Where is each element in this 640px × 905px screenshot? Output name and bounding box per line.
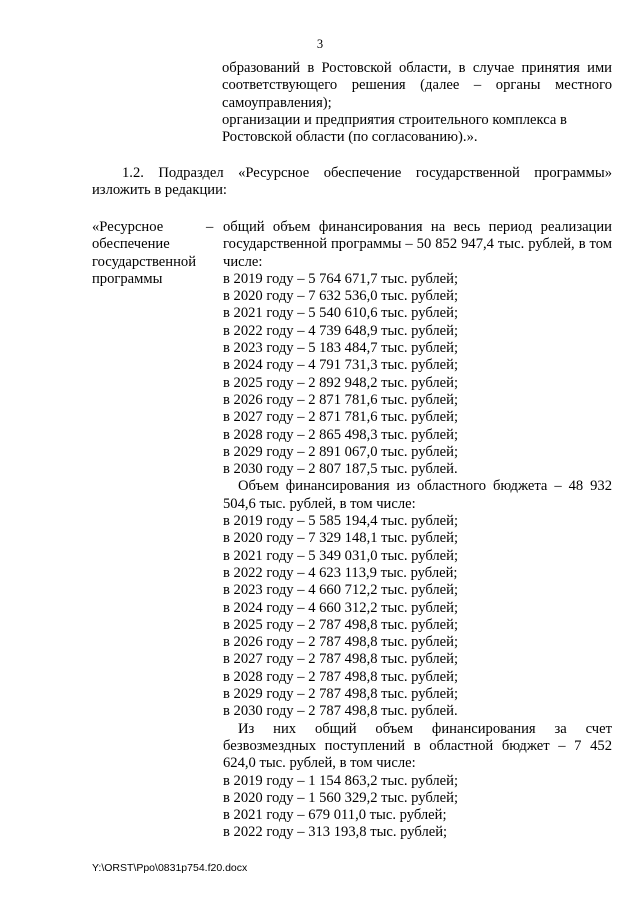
- resource-label: «Ресурсное обеспечение государственной программы: [92, 219, 197, 287]
- label-dash: –: [206, 219, 214, 235]
- year-line: в 2029 году – 2 787 498,8 тыс. рублей;: [223, 686, 459, 703]
- year-line: в 2029 году – 2 891 067,0 тыс. рублей;: [223, 443, 459, 460]
- year-line: в 2023 году – 4 660 712,2 тыс. рублей;: [223, 582, 459, 599]
- year-line: в 2027 году – 2 787 498,8 тыс. рублей;: [223, 651, 459, 668]
- year-line: в 2021 году – 679 011,0 тыс. рублей;: [223, 807, 447, 824]
- grants-year-list: [223, 773, 612, 842]
- year-line: в 2026 году – 2 871 781,6 тыс. рублей;: [223, 391, 459, 408]
- section-intro-text: 1.2. Подраздел «Ресурсное обеспечение государственной программы» изложить в редакции:: [92, 165, 612, 199]
- resource-details: [223, 219, 612, 842]
- regional-summary: Объем финансирования из областного бюджета – 48 932 504,6 тыс. рублей, в том числе:: [223, 478, 612, 512]
- file-path-footer: Y:\ORST\Ppo\0831p754.f20.docx: [92, 862, 248, 874]
- section-heading: [92, 165, 612, 200]
- intro-paragraph: организации и предприятия строительного комплекса в Ростовской области (по согласованию).».: [222, 111, 567, 146]
- page-number: 3: [316, 37, 324, 51]
- year-line: в 2019 году – 1 154 863,2 тыс. рублей;: [223, 772, 459, 789]
- year-line: в 2025 году – 2 892 948,2 тыс. рублей;: [223, 374, 459, 391]
- year-line: в 2020 году – 1 560 329,2 тыс. рублей;: [223, 789, 459, 806]
- year-line: в 2020 году – 7 632 536,0 тыс. рублей;: [223, 288, 459, 305]
- regional-year-list: [223, 513, 612, 721]
- year-line: в 2030 году – 2 807 187,5 тыс. рублей.: [223, 461, 458, 478]
- year-line: в 2028 году – 2 787 498,8 тыс. рублей;: [223, 668, 459, 685]
- year-line: в 2021 году – 5 349 031,0 тыс. рублей;: [223, 547, 459, 564]
- year-line: в 2025 году – 2 787 498,8 тыс. рублей;: [223, 616, 459, 633]
- intro-block: [222, 60, 612, 146]
- year-line: в 2028 году – 2 865 498,3 тыс. рублей;: [223, 426, 459, 443]
- year-line: в 2024 году – 4 660 312,2 тыс. рублей;: [223, 599, 459, 616]
- year-line: в 2022 году – 4 623 113,9 тыс. рублей;: [223, 564, 458, 581]
- total-summary: общий объем финансирования на весь период реализации государственной программы – 50 852 947,4 тыс. рублей, в том числе:: [223, 219, 612, 270]
- year-line: в 2030 году – 2 787 498,8 тыс. рублей.: [223, 703, 458, 720]
- grants-summary: Из них общий объем финансирования за счет безвозмездных поступлений в областной бюджет – 7 452 624,0 тыс. рублей, в том числе:: [223, 720, 612, 772]
- year-line: в 2026 году – 2 787 498,8 тыс. рублей;: [223, 634, 459, 651]
- year-line: в 2019 году – 5 585 194,4 тыс. рублей;: [223, 513, 459, 530]
- year-line: в 2023 году – 5 183 484,7 тыс. рублей;: [223, 340, 459, 357]
- year-line: в 2022 году – 4 739 648,9 тыс. рублей;: [223, 322, 459, 339]
- intro-paragraph: образований в Ростовской области, в случае принятия ими соответствующего решения (далее – органы местного самоуправления);: [222, 60, 612, 111]
- year-line: в 2027 году – 2 871 781,6 тыс. рублей;: [223, 409, 459, 426]
- year-line: в 2021 году – 5 540 610,6 тыс. рублей;: [223, 305, 459, 322]
- year-line: в 2020 году – 7 329 148,1 тыс. рублей;: [223, 530, 459, 547]
- total-year-list: [223, 271, 612, 479]
- year-line: в 2024 году – 4 791 731,3 тыс. рублей;: [223, 357, 459, 374]
- year-line: в 2019 году – 5 764 671,7 тыс. рублей;: [223, 270, 459, 287]
- year-line: в 2022 году – 313 193,8 тыс. рублей;: [223, 824, 448, 841]
